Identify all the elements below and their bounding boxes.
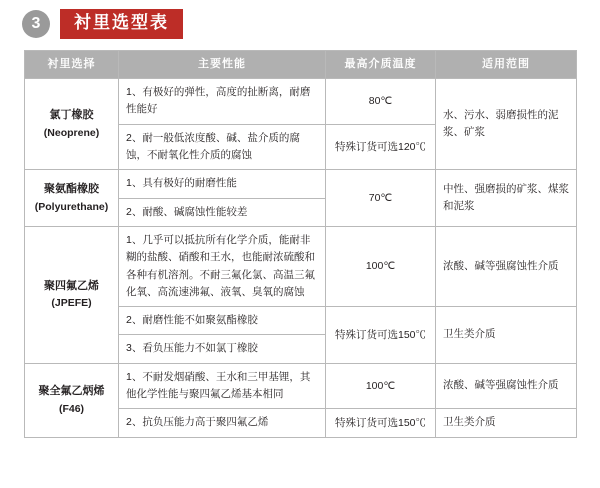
scope-cell: 浓酸、碱等强腐蚀性介质: [436, 363, 577, 409]
table-body: [25, 79, 577, 438]
lining-name-polyurethane: [25, 170, 119, 227]
table-container: [0, 40, 600, 438]
performance-cell: 1、几乎可以抵抗所有化学介质，能耐非糊的盐酸、硝酸和王水，也能耐浓硫酸和各种有机溶剂。不耐三氟化氯、高温三氟化氧、高流速沸氟、液氧、臭氧的腐蚀: [119, 226, 326, 306]
performance-cell: 2、耐一般低浓度酸、碱、盐介质的腐蚀，不耐氧化性介质的腐蚀: [119, 124, 326, 170]
temperature-cell: 特殊订货可选150℃: [326, 409, 436, 437]
lining-selection-table: [24, 50, 577, 438]
lining-name-cn: 氯丁橡胶: [49, 108, 94, 121]
table-row: [25, 226, 577, 306]
temperature-cell: 100℃: [326, 363, 436, 409]
table-row: [25, 363, 577, 409]
lining-name-en: (Neoprene): [43, 126, 100, 139]
performance-cell: 2、抗负压能力高于聚四氟乙烯: [119, 409, 326, 437]
scope-cell: 水、污水、弱磨损性的泥浆、矿浆: [436, 79, 577, 170]
performance-cell: 1、具有极好的耐磨性能: [119, 170, 326, 198]
lining-name-neoprene: [25, 79, 119, 170]
table-head: [25, 51, 577, 79]
temperature-cell: 80℃: [326, 79, 436, 125]
performance-cell: 3、看负压能力不如氯丁橡胶: [119, 335, 326, 363]
performance-cell: 1、不耐发烟硝酸、王水和三甲基锂，其他化学性能与聚四氟乙烯基本相同: [119, 363, 326, 409]
column-header-max-temp: 最高介质温度: [326, 51, 436, 79]
performance-cell: 2、耐酸、碱腐蚀性能较差: [119, 198, 326, 226]
lining-name-cn: 聚氨酯橡胶: [44, 182, 99, 195]
scope-cell: 中性、强磨损的矿浆、煤浆和泥浆: [436, 170, 577, 227]
table-header-row: [25, 51, 577, 79]
lining-name-cn: 聚全氟乙炳烯: [38, 385, 105, 398]
page-header: [0, 0, 600, 40]
performance-cell: 2、耐磨性能不如聚氨酯橡胶: [119, 307, 326, 335]
temperature-cell: 特殊订货可选120℃: [326, 124, 436, 170]
temperature-cell: 70℃: [326, 170, 436, 227]
lining-name-ptfe: [25, 226, 119, 363]
temperature-cell: 特殊订货可选150℃: [326, 307, 436, 364]
scope-cell: 浓酸、碱等强腐蚀性介质: [436, 226, 577, 306]
column-header-performance: 主要性能: [119, 51, 326, 79]
lining-name-en: (F46): [58, 402, 85, 415]
step-number-badge: 3: [22, 10, 50, 38]
column-header-lining: 衬里选择: [25, 51, 119, 79]
lining-name-f46: [25, 363, 119, 437]
performance-cell: 1、有极好的弹性，高度的扯断离，耐磨性能好: [119, 79, 326, 125]
lining-name-en: (JPEFE): [51, 297, 92, 310]
table-row: [25, 170, 577, 198]
page-title: 衬里选型表: [60, 9, 183, 38]
lining-name-en: (Polyurethane): [34, 200, 109, 213]
table-row: [25, 79, 577, 125]
scope-cell: 卫生类介质: [436, 409, 577, 437]
temperature-cell: 100℃: [326, 226, 436, 306]
column-header-scope: 适用范围: [436, 51, 577, 79]
lining-name-cn: 聚四氟乙烯: [44, 279, 99, 292]
scope-cell: 卫生类介质: [436, 307, 577, 364]
